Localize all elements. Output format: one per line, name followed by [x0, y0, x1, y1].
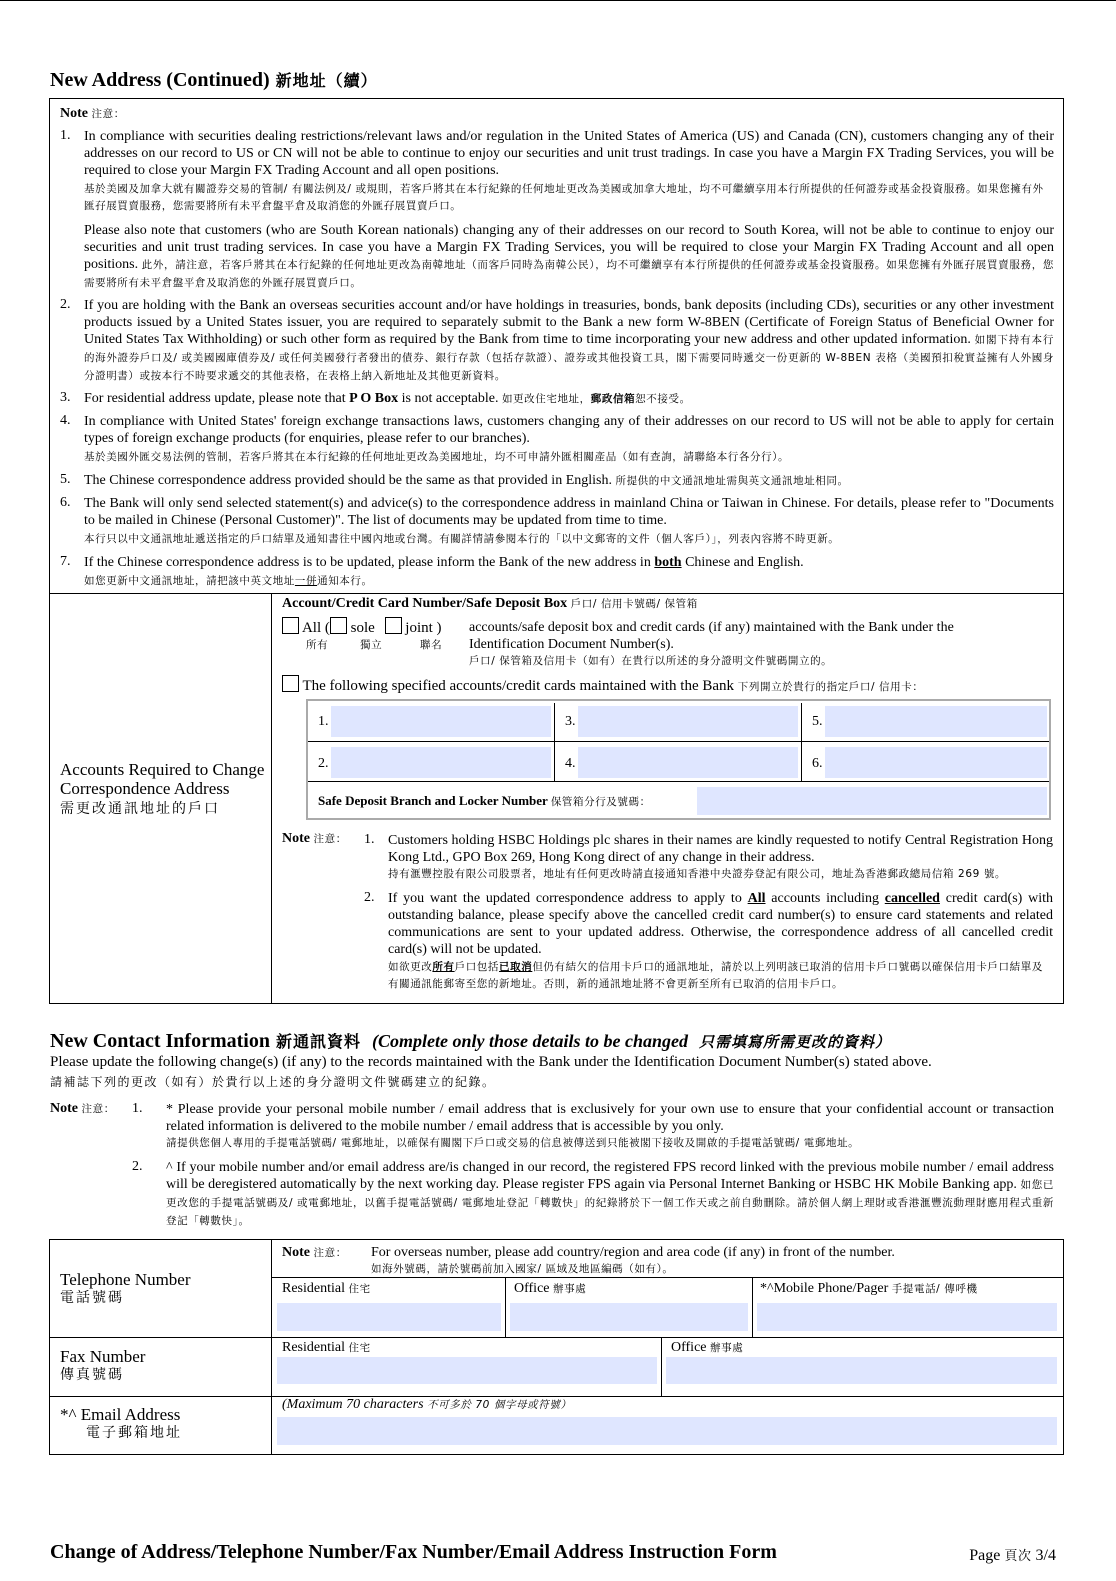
sole-zh: 獨立 — [360, 639, 383, 651]
tel-mobile-label: *^Mobile Phone/Pager 手提電話/ 傳呼機 — [760, 1281, 978, 1296]
contact-intro-zh: 請補誌下列的更改（如有）於貴行以上述的身分證明文件號碼建立的紀錄。 — [50, 1075, 496, 1089]
accounts-divider — [271, 594, 272, 1003]
contact-table-divider — [271, 1240, 272, 1454]
footer-form-title: Change of Address/Telephone Number/Fax Number/Email Address Instruction Form — [50, 1541, 777, 1563]
account-field-4[interactable] — [578, 747, 798, 778]
accounts-note-1: Customers holding HSBC Holdings plc shares in their names are kindly requested to notify Central Registration Hong Kong Ltd., GPO Box 269, Hong Kong direct of any change in their address. 持有滙豐控股有限公司股票者，地址有任何更改時請直接通知香港中央證券登記有限公司，地址為香港郵政總局信箱 269 號。 — [388, 833, 1053, 880]
all-checkbox[interactable] — [282, 617, 299, 634]
accounts-note-2: If you want the updated correspondence address to apply to All accounts including cancelled credit card(s) with outstanding balance, please specify above the cancelled credit card number(s) to ensure card statements and related communications are sent to your updated address. Otherwise, the correspondence address of all cancelled credit card(s) will not be updated. 如欲更改所有戶口包括已取消但仍有結欠的信用卡戶口的通訊地址，請於以上列明該已取消的信用卡戶口號碼以確保信用卡戶口結單及有關通訊能郵寄至您的新地址。否則，新的通訊地址將不會更新至所有已取消的信用卡戶口。 — [388, 891, 1053, 990]
slot-label-2: 2. — [318, 756, 329, 771]
joint-checkbox[interactable] — [385, 617, 402, 634]
slot-label-1: 1. — [318, 714, 329, 729]
slot-label-6: 6. — [812, 756, 823, 771]
accounts-header: Account/Credit Card Number/Safe Deposit Box 戶口/ 信用卡號碼/ 保管箱 — [282, 596, 698, 611]
all-accounts-desc: accounts/safe deposit box and credit cards (if any) maintained with the Bank under the Identification Document Number(s). 戶口/ 保管箱及信用卡（如有）在貴行以所述的身分證明文件號碼開立的。 — [469, 620, 954, 667]
contact-note-num-2: 2. — [132, 1159, 143, 1174]
sole-checkbox[interactable] — [330, 617, 347, 634]
telephone-label: Telephone Number 電話號碼 — [60, 1270, 191, 1306]
fax-residential-field[interactable] — [277, 1357, 657, 1384]
section-title-new-address: New Address (Continued) 新地址（續） — [50, 69, 378, 91]
slot-label-3: 3. — [565, 714, 576, 729]
accounts-note-num-1: 1. — [364, 832, 375, 847]
tel-residential-label: Residential 住宅 — [282, 1281, 371, 1296]
email-label: *^ Email Address 電子郵箱地址 — [60, 1405, 182, 1441]
contact-note-num-1: 1. — [132, 1101, 143, 1116]
note-heading: Note 注意： — [60, 106, 125, 121]
contact-intro: Please update the following change(s) (if any) to the records maintained with the Bank under the Identification Document Number(s) stated above. — [50, 1054, 932, 1070]
all-zh: 所有 — [306, 639, 329, 651]
fax-divider — [661, 1338, 662, 1396]
tel-note-line — [272, 1277, 1063, 1278]
fax-residential-label: Residential 住宅 — [282, 1340, 371, 1355]
safe-deposit-field[interactable] — [697, 787, 1047, 815]
tel-note: For overseas number, please add country/region and area code (if any) in front of the number. 如海外號碼，請於號碼前加入國家/ 區域及地區編碼（如有）。 — [371, 1245, 895, 1275]
top-rule — [0, 0, 1116, 1]
grid-hline-1 — [308, 741, 1049, 742]
accounts-note-num-2: 2. — [364, 890, 375, 905]
account-field-5[interactable] — [825, 706, 1047, 737]
safe-deposit-label: Safe Deposit Branch and Locker Number 保管箱分行及號碼： — [318, 793, 651, 808]
email-field[interactable] — [277, 1417, 1057, 1445]
tel-office-label: Office 辦事處 — [514, 1281, 587, 1296]
accounts-label: Accounts Required to Change Correspondence Address 需更改通訊地址的戶口 — [60, 760, 265, 817]
tel-office-field[interactable] — [510, 1303, 748, 1331]
fax-office-label: Office 辦事處 — [671, 1340, 744, 1355]
tel-note-label: Note 注意： — [282, 1245, 347, 1260]
account-field-6[interactable] — [825, 747, 1047, 778]
account-field-1[interactable] — [331, 706, 551, 737]
contact-note-label: Note 注意： — [50, 1101, 115, 1116]
page-number: Page 頁次 3/4 — [969, 1547, 1056, 1564]
grid-hline-2 — [308, 781, 1049, 782]
grid-vline-1 — [554, 703, 555, 781]
fax-office-field[interactable] — [666, 1357, 1057, 1384]
joint-zh: 聯名 — [420, 639, 443, 651]
grid-vline-2 — [801, 703, 802, 781]
account-field-3[interactable] — [578, 706, 798, 737]
email-hint: (Maximum 70 characters 不可多於 70 個字母或符號） — [282, 1397, 572, 1412]
specified-accounts-row: The following specified accounts/credit cards maintained with the Bank 下列開立於貴行的指定戶口/ 信用卡： — [282, 675, 923, 695]
account-field-2[interactable] — [331, 747, 551, 778]
tel-mobile-field[interactable] — [757, 1303, 1057, 1331]
section-title-contact: New Contact Information 新通訊資料 (Complete only those details to be changed 只需填寫所需更改的資料） — [50, 1030, 891, 1052]
slot-label-4: 4. — [565, 756, 576, 771]
slot-label-5: 5. — [812, 714, 823, 729]
accounts-note-label: Note 注意： — [282, 831, 347, 846]
tel-divider-2 — [752, 1278, 753, 1337]
all-accounts-row: All ( sole joint ) — [282, 617, 1062, 637]
contact-note-2: ^ If your mobile number and/or email address are/is changed in our record, the registered FPS record linked with the previous mobile number / email address will be deregistered automatically by the next working day. Please register FPS again via Personal Internet Banking or HSBC HK Mobile Banking app. 如您已更改您的手提電話號碼及/ 或電郵地址，以舊手提電話號碼/ 電郵地址登記「轉數快」的紀錄將於下一個工作天或之前自動刪除。請於個人網上理財或香港滙豐流動理財應用程式重新登記「轉數快」。 — [166, 1160, 1055, 1227]
tel-divider-1 — [505, 1278, 506, 1337]
contact-note-1: * Please provide your personal mobile number / email address that is exclusively for your own use to ensure that your confidential account or transaction related information is delivered to the mobile number / email address that is accessible by you only. 請提供您個人專用的手提電話號碼/ 電郵地址，以確保有關閣下戶口或交易的信息被傳送到只能被閣下接收及開啟的手提電話號碼/ 電郵地址。 — [166, 1102, 1054, 1149]
tel-residential-field[interactable] — [277, 1303, 501, 1331]
fax-label: Fax Number 傳真號碼 — [60, 1347, 146, 1383]
specified-checkbox[interactable] — [282, 675, 299, 692]
contact-row-line-1 — [50, 1337, 1063, 1338]
